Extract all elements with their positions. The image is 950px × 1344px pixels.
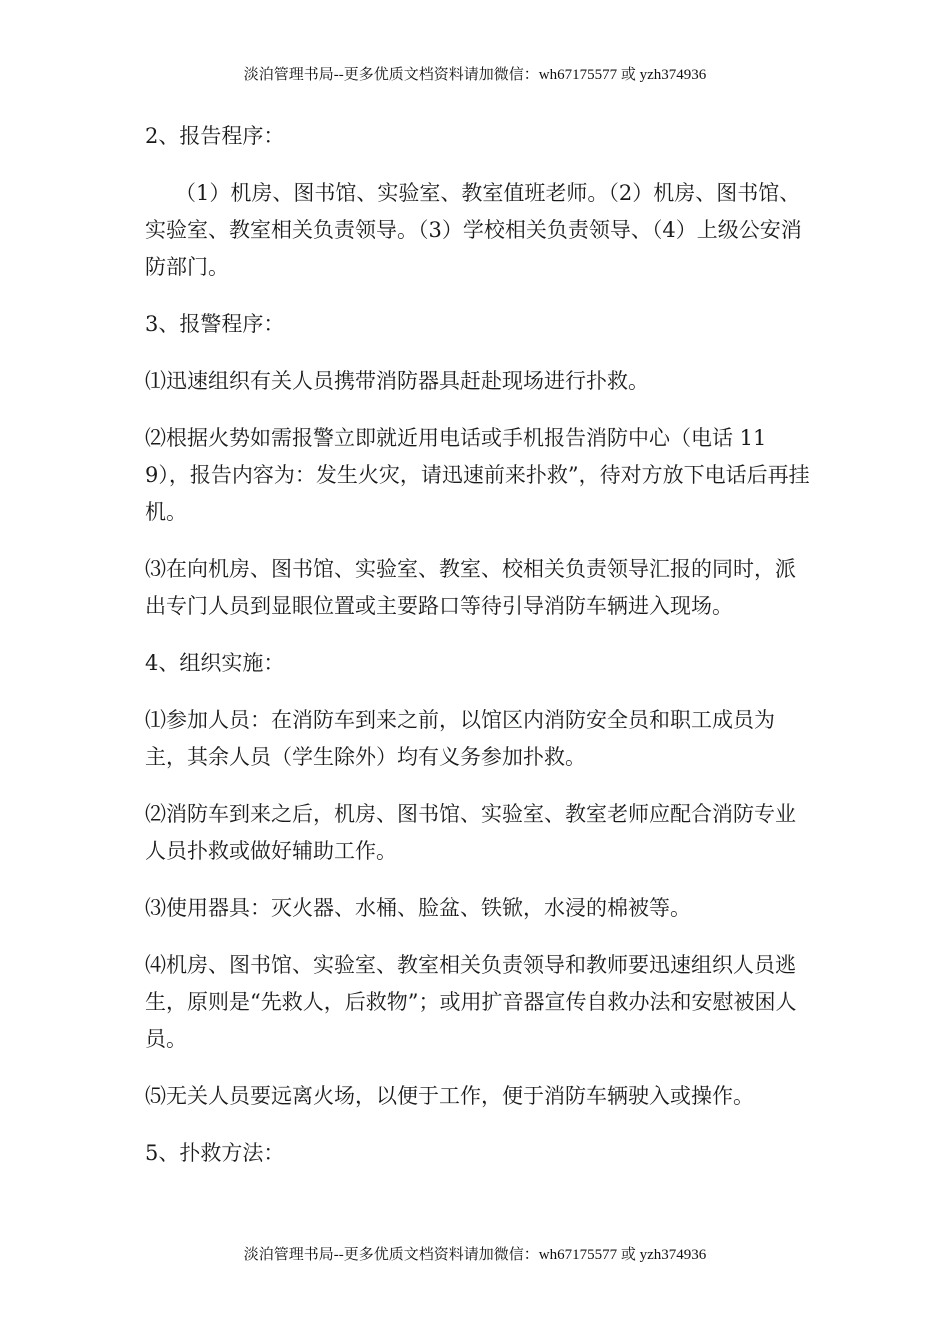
page-header: 淡泊管理书局--更多优质文档资料请加微信：wh67175577 或 yzh374936: [243, 67, 707, 83]
organization-item-5: ⑸无关人员要远离火场，以便于工作，便于消防车辆驶入或操作。: [145, 1084, 754, 1108]
alarm-step-3: ⑶在向机房、图书馆、实验室、教室、校相关负责领导汇报的同时，派出专门人员到显眼位置或主要路口等待引导消防车辆进入现场。: [145, 557, 796, 618]
organization-item-1: ⑴参加人员：在消防车到来之前，以馆区内消防安全员和职工成员为主，其余人员（学生除外）均有义务参加扑救。: [145, 708, 775, 769]
organization-item-3: ⑶使用器具：灭火器、水桶、脸盆、铁锨，水浸的棉被等。: [145, 896, 691, 920]
rescue-method-heading: 5、扑救方法：: [145, 1141, 285, 1165]
alarm-step-1: ⑴迅速组织有关人员携带消防器具赶赴现场进行扑救。: [145, 369, 649, 393]
organization-heading: 4、组织实施：: [145, 651, 285, 675]
alarm-procedure-heading: 3、报警程序：: [145, 312, 285, 336]
document-body: [145, 118, 810, 1192]
page-footer: 淡泊管理书局--更多优质文档资料请加微信：wh67175577 或 yzh374936: [243, 1247, 707, 1263]
organization-item-2: ⑵消防车到来之后，机房、图书馆、实验室、教室老师应配合消防专业人员扑救或做好辅助工作。: [145, 802, 796, 863]
alarm-step-2: ⑵根据火势如需报警立即就近用电话或手机报告消防中心（电话 119），报告内容为：发生火灾，请迅速前来扑救”，待对方放下电话后再挂机。: [145, 426, 810, 524]
report-procedure-body: （1）机房、图书馆、实验室、教室值班老师。（2）机房、图书馆、实验室、教室相关负责领导。（3）学校相关负责领导、（4）上级公安消防部门。: [145, 181, 802, 279]
report-procedure-heading: 2、报告程序：: [145, 124, 285, 148]
organization-item-4: ⑷机房、图书馆、实验室、教室相关负责领导和教师要迅速组织人员逃生，原则是“先救人，后救物”；或用扩音器宣传自救办法和安慰被困人员。: [145, 953, 797, 1051]
